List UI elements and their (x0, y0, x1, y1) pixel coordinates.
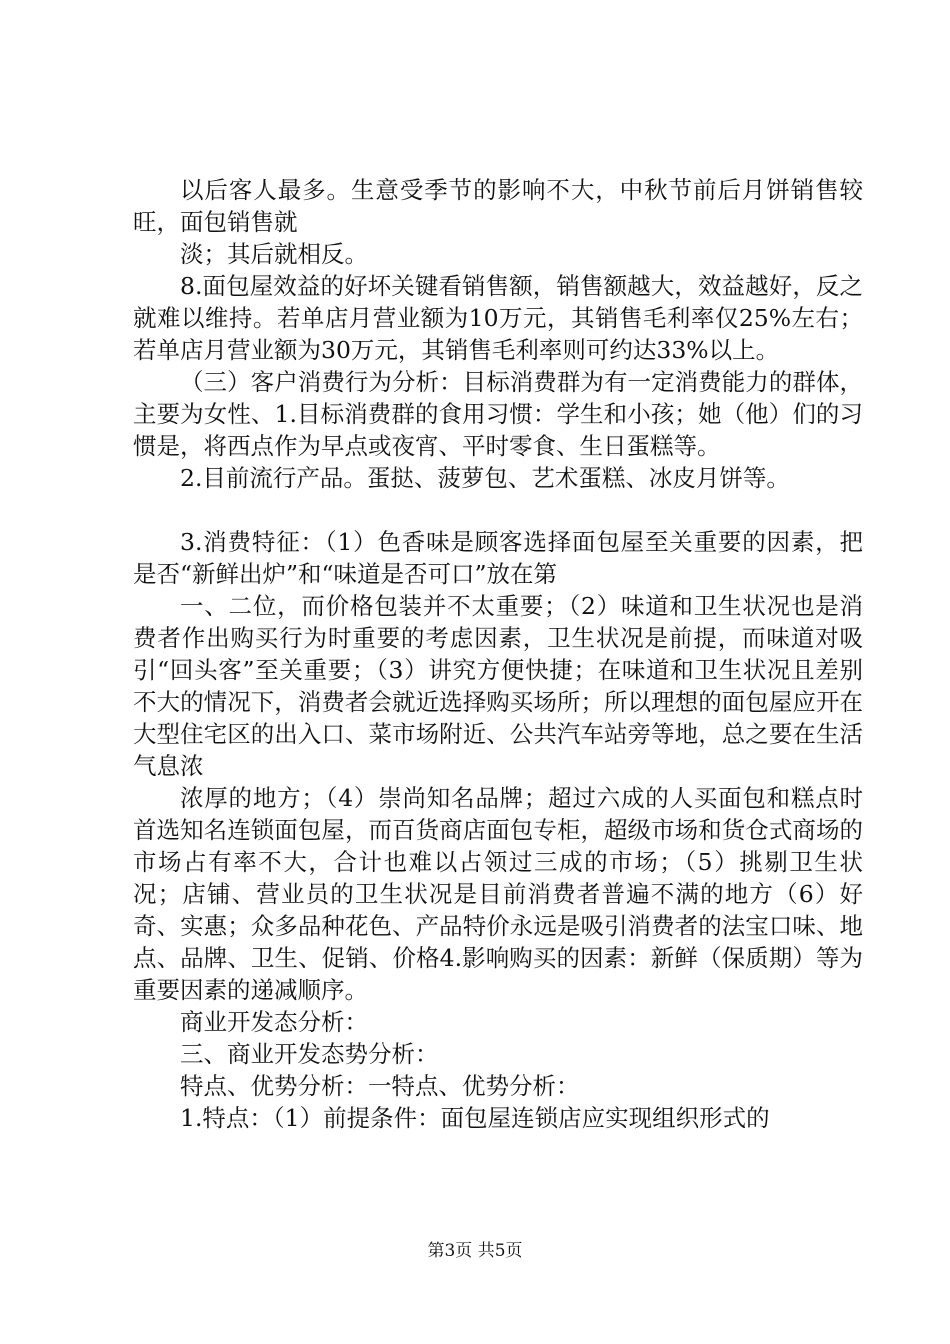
paragraph-3: 8.面包屋效益的好坏关键看销售额，销售额越大，效益越好，反之就难以维持。若单店月营业额为10万元，其销售毛利率仅25%左右；若单店月营业额为30万元，其销售毛利率则可约达33%以上。 (133, 272, 863, 364)
paragraph-8: 浓厚的地方；（4）崇尚知名品牌；超过六成的人买面包和糕点时首选知名连锁面包屋，而百货商店面包专柜，超级市场和货仓式商场的市场占有率不大，合计也难以占领过三成的市场；（5）挑剔卫生状况；店铺、营业员的卫生状况是目前消费者普遍不满的地方（6）好奇、实惠；众多品种花色、产品特价永远是吸引消费者的法宝口味、地点、品牌、卫生、促销、价格4.影响购买的因素：新鲜（保质期）等为重要因素的递减顺序。 (133, 784, 863, 1004)
paragraph-1: 以后客人最多。生意受季节的影响不大，中秋节前后月饼销售较旺，面包销售就 (133, 176, 863, 236)
paragraph-2: 淡；其后就相反。 (180, 240, 368, 268)
paragraph-7: 一、二位，而价格包装并不太重要；（2）味道和卫生状况也是消费者作出购买行为时重要的考虑因素，卫生状况是前提，而味道对吸引“回头客”至关重要；（3）讲究方便快捷；在味道和卫生状况且差别不大的情况下，消费者会就近选择购买场所；所以理想的面包屋应开在大型住宅区的出入口、菜市场附近、公共汽车站旁等地，总之要在生活气息浓 (133, 592, 863, 780)
paragraph-4: （三）客户消费行为分析：目标消费群为有一定消费能力的群体，主要为女性、1.目标消费群的食用习惯：学生和小孩；她（他）们的习惯是，将西点作为早点或夜宵、平时零食、生日蛋糕等。 (133, 368, 863, 460)
paragraph-6: 3.消费特征：（1）色香味是顾客选择面包屋至关重要的因素，把是否“新鲜出炉”和“味道是否可口”放在第 (133, 528, 863, 588)
page-footer: 第3页 共5页 (427, 1241, 523, 1261)
paragraph-9: 商业开发态分析： (180, 1008, 368, 1036)
paragraph-gap (133, 494, 863, 526)
document-body (133, 174, 863, 1134)
paragraph-10: 三、商业开发态势分析： (180, 1040, 439, 1068)
paragraph-5: 2.目前流行产品。蛋挞、菠萝包、艺术蛋糕、冰皮月饼等。 (180, 464, 790, 492)
paragraph-12: 1.特点：（1）前提条件：面包屋连锁店应实现组织形式的 (180, 1104, 770, 1132)
paragraph-11: 特点、优势分析：一特点、优势分析： (180, 1072, 580, 1100)
